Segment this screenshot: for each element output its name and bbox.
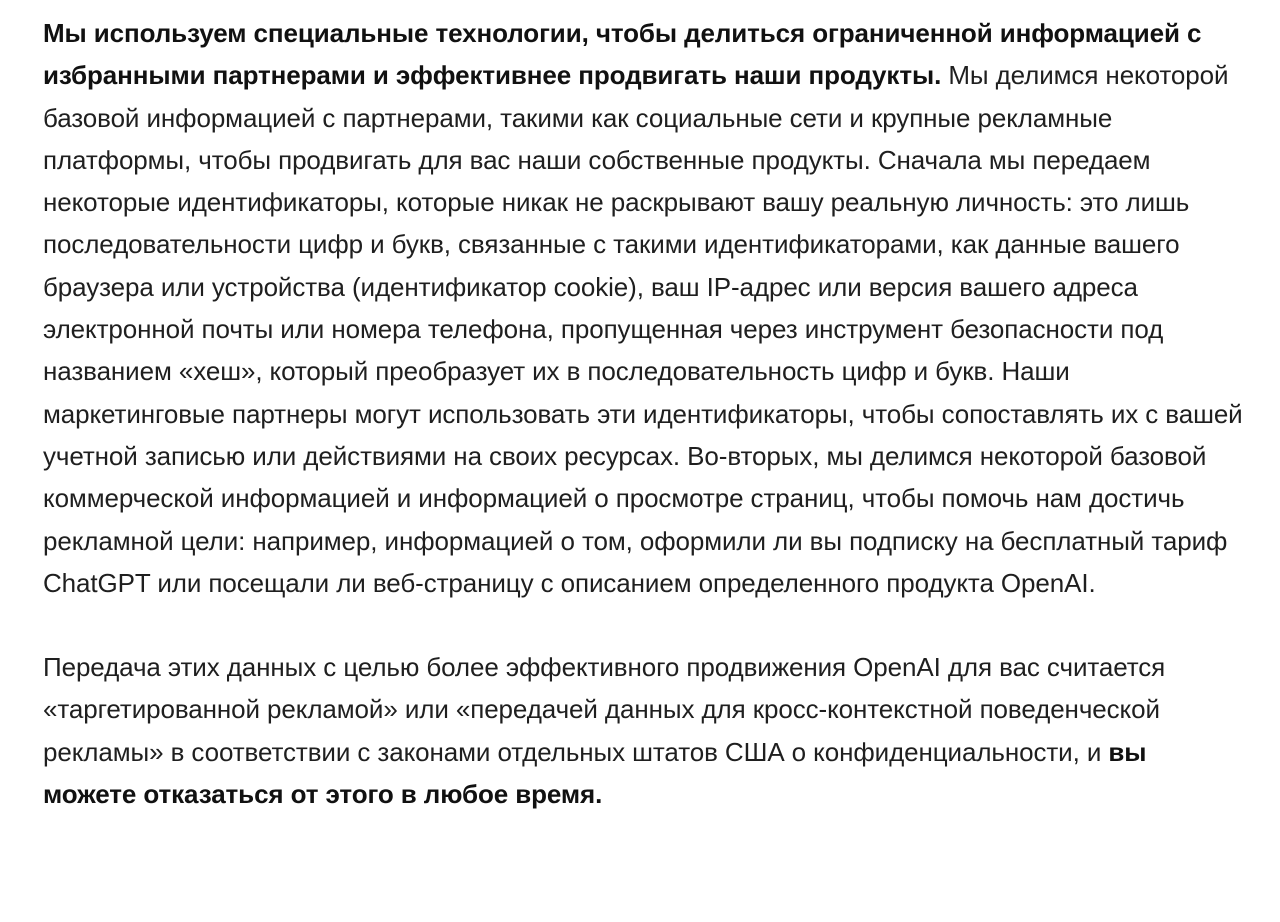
opt-out-emphasis: вы можете отказаться от этого в любое время. (43, 736, 1147, 810)
paragraph-heading: Мы используем специальные технологии, чтобы делиться ограниченной информацией с избранными партнерами и эффективнее продвигать наши продукты. (43, 18, 1202, 91)
policy-text (43, 12, 1243, 815)
paragraph-body: Мы делимся некоторой базовой информацией с партнерами, такими как социальные сети и крупные рекламные платформы, чтобы продвигать для вас наши собственные продукты. Сначала мы передаем некоторые идентификаторы, которые никак не раскрывают вашу реальную личность: это лишь последовательности цифр и букв, связанные с такими идентификаторами, как данные вашего браузера или устройства (идентификатор cookie), ваш IP-адрес или версия вашего адреса электронной почты или номера телефона, пропущенная через инструмент безопасности под названием «хеш», который преобразует их в последовательность цифр и букв. Наши маркетинговые партнеры могут использовать эти идентификаторы, чтобы сопоставлять их с вашей учетной записью или действиями на своих ресурсах. Во-вторых, мы делимся некоторой базовой коммерческой информацией и информацией о просмотре страниц, чтобы помочь нам достичь рекламной цели: например, информацией о том, оформили ли вы подписку на бесплатный тариф ChatGPT или посещали ли веб-страницу с описанием определенного продукта OpenAI. (43, 60, 1243, 598)
paragraph-opt-out (43, 646, 1243, 815)
paragraph-targeted-sharing (43, 12, 1243, 604)
paragraph-body: Передача этих данных с целью более эффективного продвижения OpenAI для вас считается «таргетированной рекламой» или «передачей данных для кросс-контекстной поведенческой рекламы» в соответствии с законами отдельных штатов США о конфиденциальности, и (43, 652, 1166, 767)
paragraph-spacer (43, 604, 1243, 646)
